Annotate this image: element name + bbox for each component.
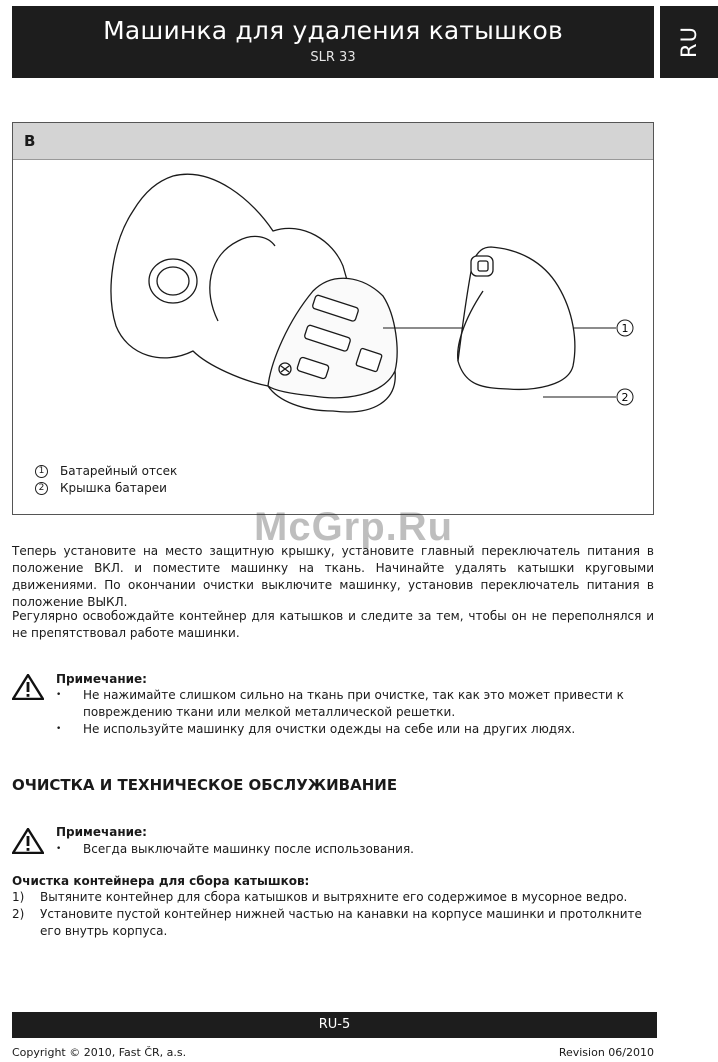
watermark: McGrp.Ru: [254, 505, 454, 549]
step-text: Установите пустой контейнер нижней частью на канавки на корпусе машинки и протолкните его внутрь корпуса.: [40, 907, 642, 938]
legend-item: [35, 463, 177, 480]
list-item: • Не нажимайте слишком сильно на ткань при очистке, так как это может привести к повреждению ткани или мелкой металлической решетки.: [56, 687, 654, 721]
instruction-paragraph: Регулярно освобождайте контейнер для катышков и следите за тем, чтобы он не переполнялся и не препятствовал работе машинки.: [12, 609, 654, 640]
step-number: 1): [12, 890, 25, 904]
step-text: Вытяните контейнер для сбора катышков и вытряхните его содержимое в мусорное ведро.: [40, 890, 628, 904]
language-tab: [660, 6, 718, 78]
steps-list: [12, 889, 654, 940]
figure-label: B: [13, 123, 653, 160]
warning-icon: [12, 828, 44, 854]
note-title: Примечание:: [56, 672, 147, 686]
sub-heading: Очистка контейнера для сбора катышков:: [12, 874, 310, 888]
list-item: [12, 889, 654, 906]
legend-text: Батарейный отсек: [60, 464, 178, 478]
footer-bar: [12, 1012, 657, 1038]
legend-number: 1: [35, 465, 48, 478]
legend-item: [35, 480, 177, 497]
note-title: Примечание:: [56, 825, 147, 839]
figure-b: [12, 122, 654, 515]
device-illustration: [13, 161, 653, 461]
revision: Revision 06/2010: [558, 1046, 654, 1059]
legend-number: 2: [35, 482, 48, 495]
list-item: • Всегда выключайте машинку после использования.: [56, 841, 654, 858]
language-code: RU: [677, 26, 701, 58]
header-bar: [12, 6, 654, 78]
step-number: 2): [12, 907, 25, 921]
note-list: [56, 687, 654, 738]
instruction-paragraph: Теперь установите на место защитную крышку, установите главный переключатель питания в положение ВКЛ. и поместите машинку на ткань. Начинайте удалять катышки круговыми движениями. По окончании очистки выключите машинку, установив переключатель питания в положение ВЫКЛ.: [12, 544, 654, 609]
warning-icon: [12, 674, 44, 700]
legend-text: Крышка батареи: [60, 481, 167, 495]
page-number: RU-5: [318, 1017, 351, 1032]
figure-legend: [35, 463, 177, 497]
page-title: Машинка для удаления катышков: [103, 16, 563, 45]
callout-1: 1: [621, 322, 629, 335]
callout-2: 2: [621, 391, 629, 404]
model-number: SLR 33: [310, 50, 356, 65]
list-item: [12, 906, 654, 940]
section-heading: ОЧИСТКА И ТЕХНИЧЕСКОЕ ОБСЛУЖИВАНИЕ: [12, 776, 398, 794]
copyright: Copyright © 2010, Fast ČR, a.s.: [12, 1046, 187, 1059]
list-item: • Не используйте машинку для очистки одежды на себе или на других людях.: [56, 721, 654, 738]
note-list: [56, 841, 654, 858]
